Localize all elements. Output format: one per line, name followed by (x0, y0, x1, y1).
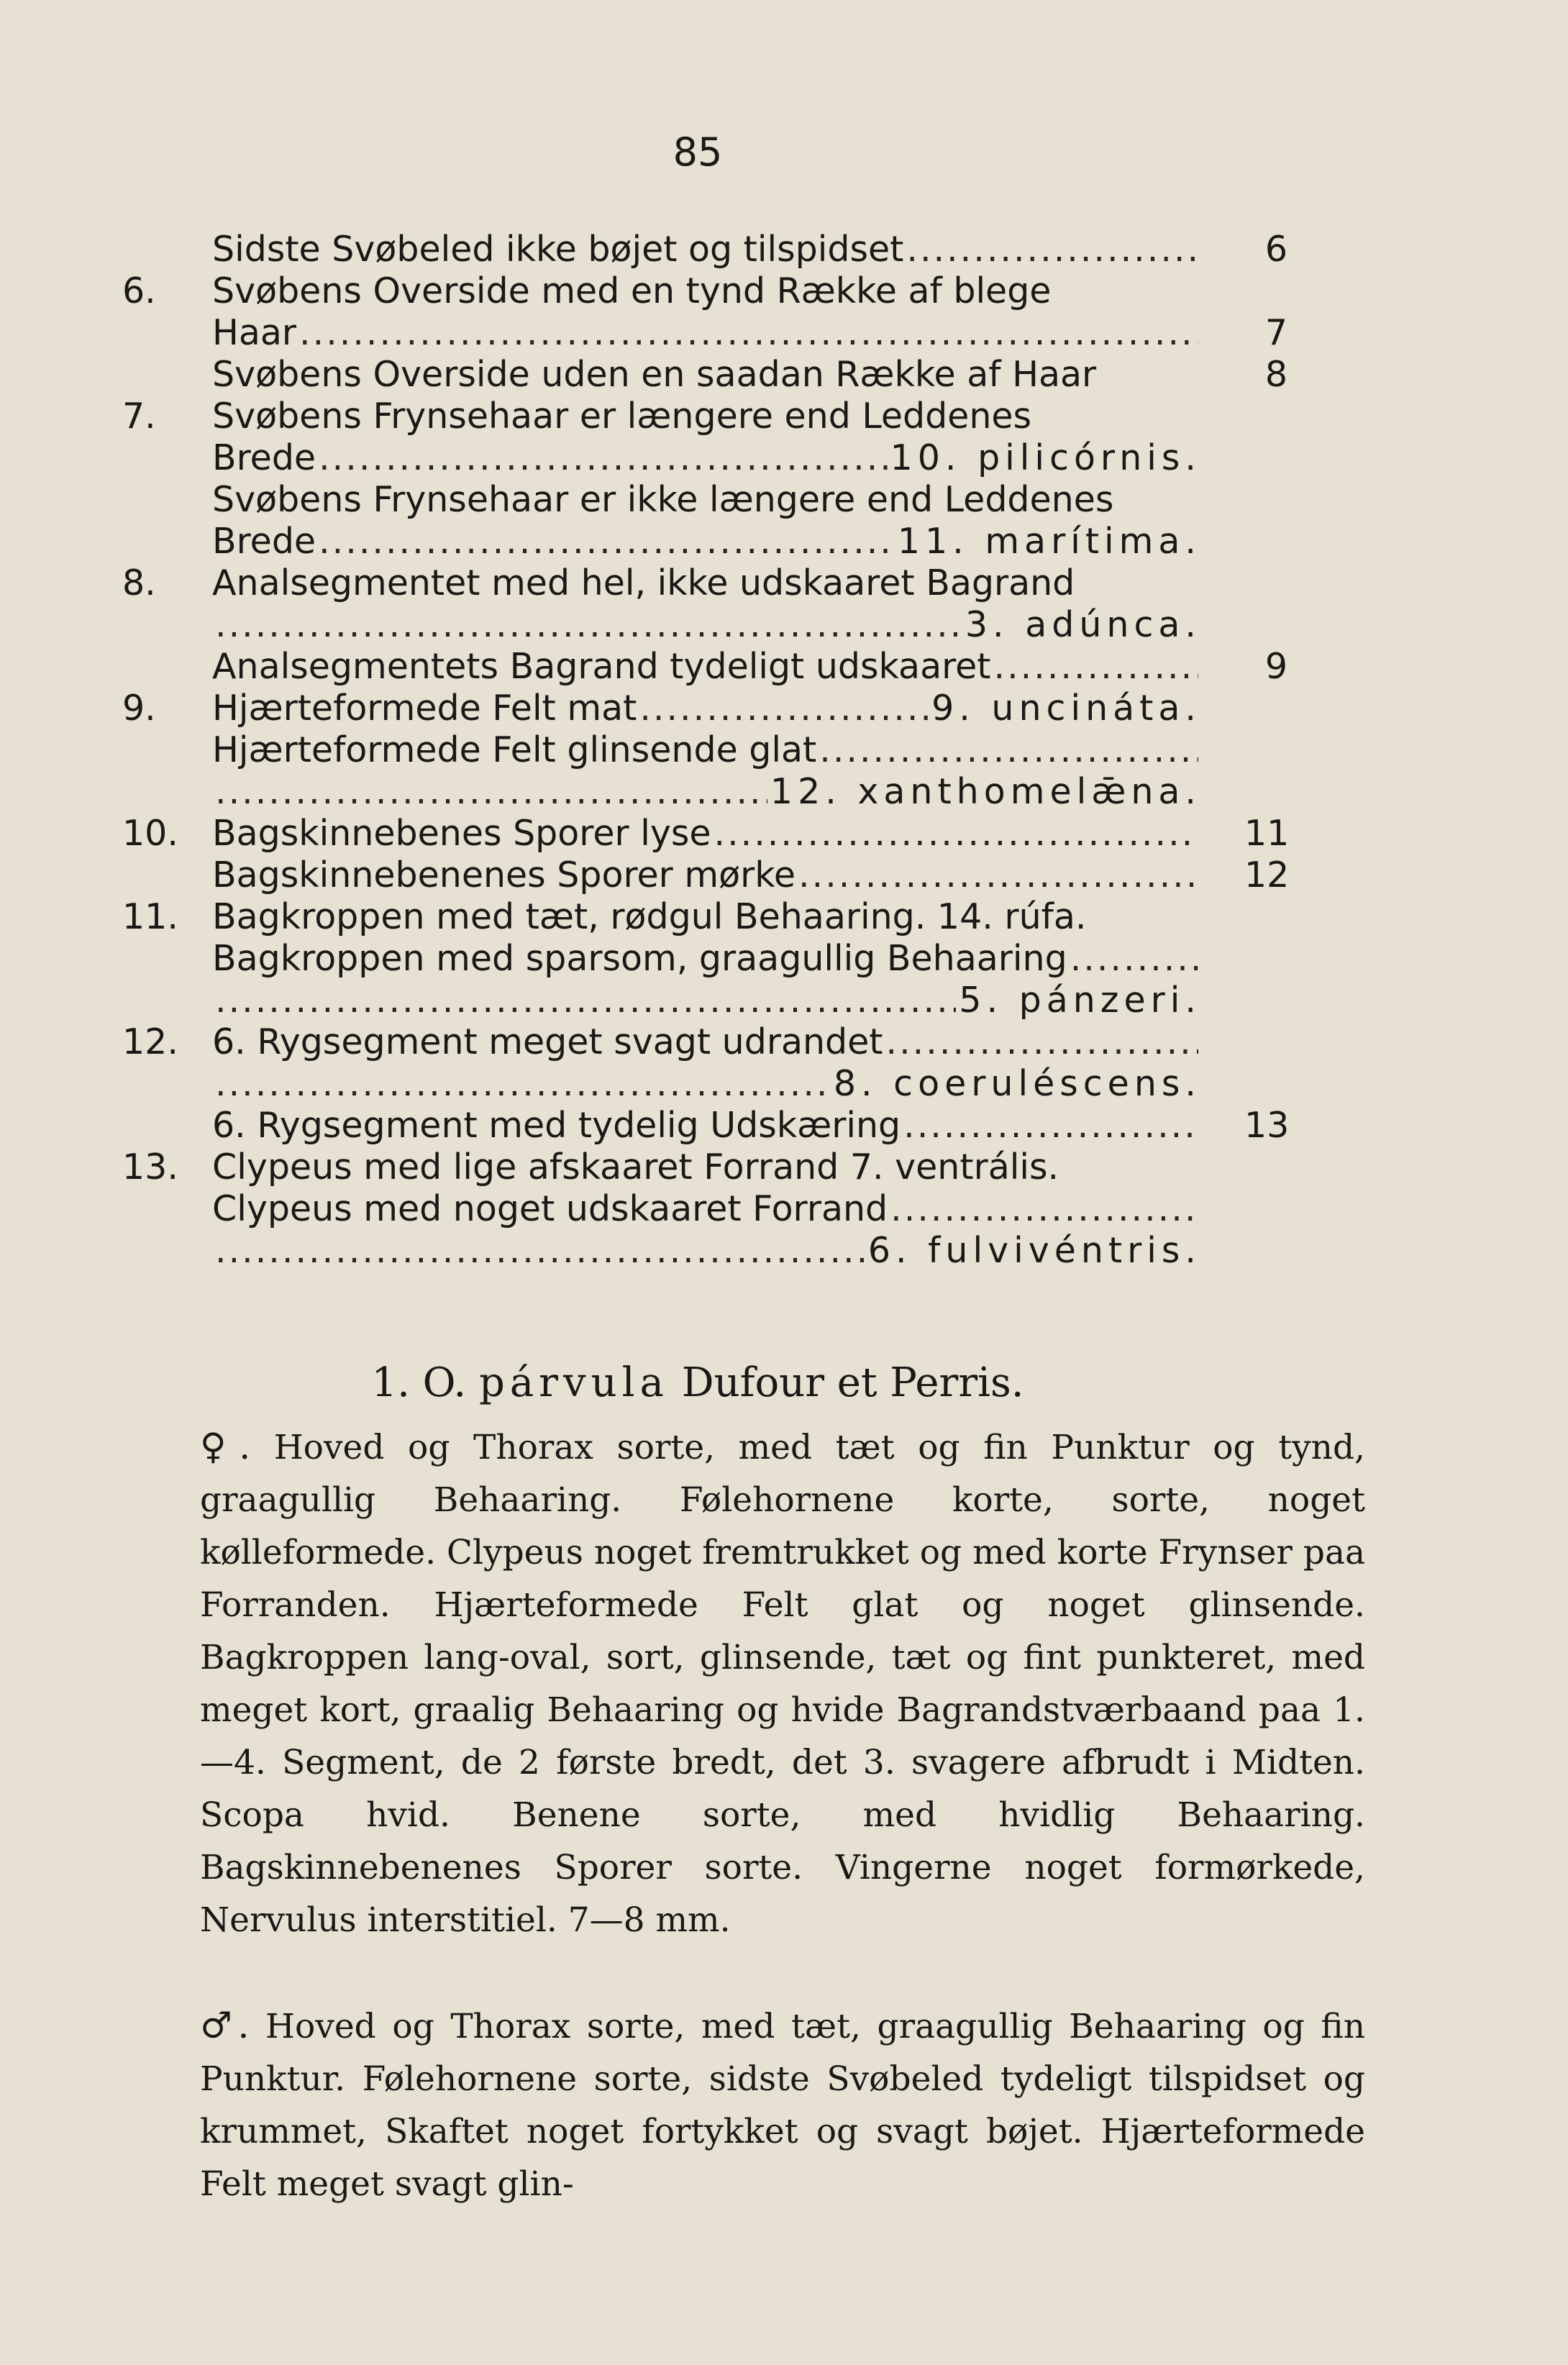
key-line (212, 1230, 1201, 1272)
key-line (212, 229, 1201, 270)
key-row (122, 729, 1287, 771)
key-row (122, 813, 1290, 855)
key-text: Sidste Svøbeled ikke bøjet og tilspidset (212, 229, 904, 270)
key-species-reference: 10. pilicórnis. (890, 437, 1201, 478)
key-leader-dots (714, 813, 1199, 855)
key-couplet-number: 8. (122, 562, 156, 603)
key-species-reference: 6. fulvivéntris. (867, 1230, 1201, 1271)
key-row (122, 437, 1287, 479)
key-line (212, 1188, 1201, 1230)
key-leader-dots (903, 1105, 1198, 1147)
key-text: Haar (212, 312, 297, 353)
key-leader-dots (819, 729, 1198, 771)
key-row (122, 479, 1287, 521)
key-leader-dots (215, 771, 767, 813)
key-line (212, 771, 1201, 813)
key-text: 6. Rygsegment meget svagt udrandet (212, 1021, 883, 1062)
species-heading (0, 1359, 1395, 1406)
key-leader-dots (215, 604, 962, 646)
key-leader-dots (215, 1230, 865, 1272)
key-species-reference: 9. uncináta. (931, 688, 1201, 729)
key-text: Analsegmentet med hel, ikke udskaaret Bagrand (212, 562, 1075, 603)
key-goto-number: 8 (1264, 354, 1287, 395)
key-row (122, 1147, 1287, 1188)
key-species-reference: 3. adúnca. (965, 604, 1201, 645)
key-text: Analsegmentets Bagrand tydeligt udskaaret (212, 646, 991, 687)
key-row (122, 396, 1287, 437)
key-species-reference: 8. coeruléscens. (833, 1063, 1201, 1104)
key-species-reference: 11. marítima. (897, 521, 1201, 562)
key-text: Hjærteformede Felt mat (212, 688, 637, 729)
key-line (212, 604, 1201, 646)
female-description-text: Hoved og Thorax sorte, med tæt og fin Punktur og tynd, graagullig Behaaring. Følehornene korte, sorte, noget kølleformede. Clypeus noget fremtrukket og med korte Frynser paa Forranden. Hjærteformede Felt glat og noget glinsende. Bagkroppen lang-oval, sort, glinsende, tæt og fint punkteret, med meget kort, graalig Behaaring og hvide Bagrandstværbaand paa 1.—4. Segment, de 2 første bredt, det 3. svagere afbrudt i Midten. Scopa hvid. Benene sorte, med hvidlig Behaaring. Bagskinnebenenes Sporer sorte. Vingerne noget formørkede, Nervulus interstitiel. 7—8 mm. (200, 1428, 1365, 1940)
key-row (122, 354, 1287, 396)
key-couplet-number: 6. (122, 270, 156, 311)
key-leader-dots (906, 229, 1198, 270)
male-symbol-icon: ♂. (200, 2005, 250, 2046)
key-leader-dots (319, 437, 887, 479)
key-line (212, 312, 1201, 354)
key-goto-number: 12 (1244, 855, 1290, 896)
key-text: Svøbens Frynsehaar er længere end Leddenes (212, 396, 1032, 437)
key-line (212, 562, 1201, 604)
key-line (212, 1063, 1201, 1105)
species-name: párvula (478, 1359, 669, 1406)
species-author: Dufour et Perris. (681, 1359, 1024, 1406)
key-goto-number: 9 (1264, 646, 1287, 687)
key-text: Hjærteformede Felt glinsende glat (212, 729, 817, 770)
key-row (122, 521, 1287, 562)
key-line (212, 646, 1201, 688)
key-leader-dots (1070, 938, 1198, 980)
key-row (122, 562, 1287, 604)
key-line (212, 688, 1201, 729)
key-text: Clypeus med noget udskaaret Forrand (212, 1188, 888, 1229)
key-row (122, 312, 1287, 354)
key-text: Bagskinnebenenes Sporer mørke (212, 855, 796, 896)
key-line (212, 855, 1201, 896)
key-line (212, 938, 1201, 980)
key-goto-number: 7 (1264, 312, 1287, 353)
key-text: Bagkroppen med tæt, rødgul Behaaring. 14. rúfa. (212, 896, 1087, 937)
key-row (122, 896, 1287, 938)
key-row (122, 1105, 1290, 1147)
key-line (212, 1147, 1201, 1188)
key-couplet-number: 9. (122, 688, 156, 729)
species-number: 1. O. (371, 1359, 467, 1406)
key-row (122, 1063, 1287, 1105)
key-row (122, 229, 1287, 270)
page-number: 85 (673, 129, 723, 175)
female-description (122, 1421, 1365, 1946)
key-leader-dots (319, 521, 895, 562)
key-row (122, 771, 1287, 813)
key-leader-dots (299, 312, 1198, 354)
key-row (122, 646, 1287, 688)
key-row (122, 938, 1287, 980)
key-couplet-number: 12. (122, 1021, 178, 1062)
key-text: Bagskinnebenes Sporer lyse (212, 813, 711, 854)
identification-key (122, 229, 1290, 1272)
key-text: Svøbens Overside uden en saadan Række af Haar (212, 354, 1097, 395)
key-row (122, 688, 1287, 729)
key-couplet-number: 13. (122, 1147, 178, 1188)
key-text: Svøbens Overside med en tynd Række af blege (212, 270, 1052, 311)
key-line (212, 980, 1201, 1021)
key-text: Bagkroppen med sparsom, graagullig Behaaring (212, 938, 1067, 979)
key-leader-dots (639, 688, 929, 729)
key-line (212, 270, 1201, 312)
key-leader-dots (886, 1021, 1198, 1063)
key-line (212, 729, 1201, 771)
key-text: 6. Rygsegment med tydelig Udskæring (212, 1105, 901, 1146)
key-leader-dots (890, 1188, 1198, 1230)
key-line (212, 437, 1201, 479)
key-line (212, 813, 1201, 855)
key-row (122, 1230, 1287, 1272)
key-text: Brede (212, 521, 316, 562)
key-text: Svøbens Frynsehaar er ikke længere end Leddenes (212, 479, 1114, 520)
key-row (122, 855, 1290, 896)
key-couplet-number: 10. (122, 813, 178, 854)
key-couplet-number: 7. (122, 396, 156, 437)
key-line (212, 396, 1201, 437)
key-row (122, 1021, 1287, 1063)
key-goto-number: 11 (1244, 813, 1290, 854)
key-couplet-number: 11. (122, 896, 178, 937)
key-row (122, 1188, 1287, 1230)
key-line (212, 896, 1201, 938)
key-row (122, 270, 1287, 312)
key-text: Clypeus med lige afskaaret Forrand 7. ventrális. (212, 1147, 1059, 1188)
male-description-text: Hoved og Thorax sorte, med tæt, graagullig Behaaring og fin Punktur. Følehornene sorte, sidste Svøbeled tydeligt tilspidset og krummet, Skaftet noget fortykket og svagt bøjet. Hjærteformede Felt meget svagt glin- (200, 2007, 1365, 2204)
key-line (212, 354, 1201, 396)
key-goto-number: 13 (1244, 1105, 1290, 1146)
key-line (212, 521, 1201, 562)
male-description (122, 2000, 1365, 2210)
key-leader-dots (994, 646, 1198, 688)
key-species-reference: 5. pánzeri. (959, 980, 1201, 1021)
key-leader-dots (215, 980, 956, 1021)
key-line (212, 1105, 1201, 1147)
key-row (122, 604, 1287, 646)
key-text: Brede (212, 437, 316, 478)
key-leader-dots (798, 855, 1198, 896)
key-line (212, 1021, 1201, 1063)
key-line (212, 479, 1201, 521)
key-row (122, 980, 1287, 1021)
key-species-reference: 12. xanthomelǣna. (770, 771, 1201, 812)
key-goto-number: 6 (1264, 229, 1287, 270)
female-symbol-icon: ♀. (200, 1426, 251, 1467)
key-leader-dots (215, 1063, 831, 1105)
